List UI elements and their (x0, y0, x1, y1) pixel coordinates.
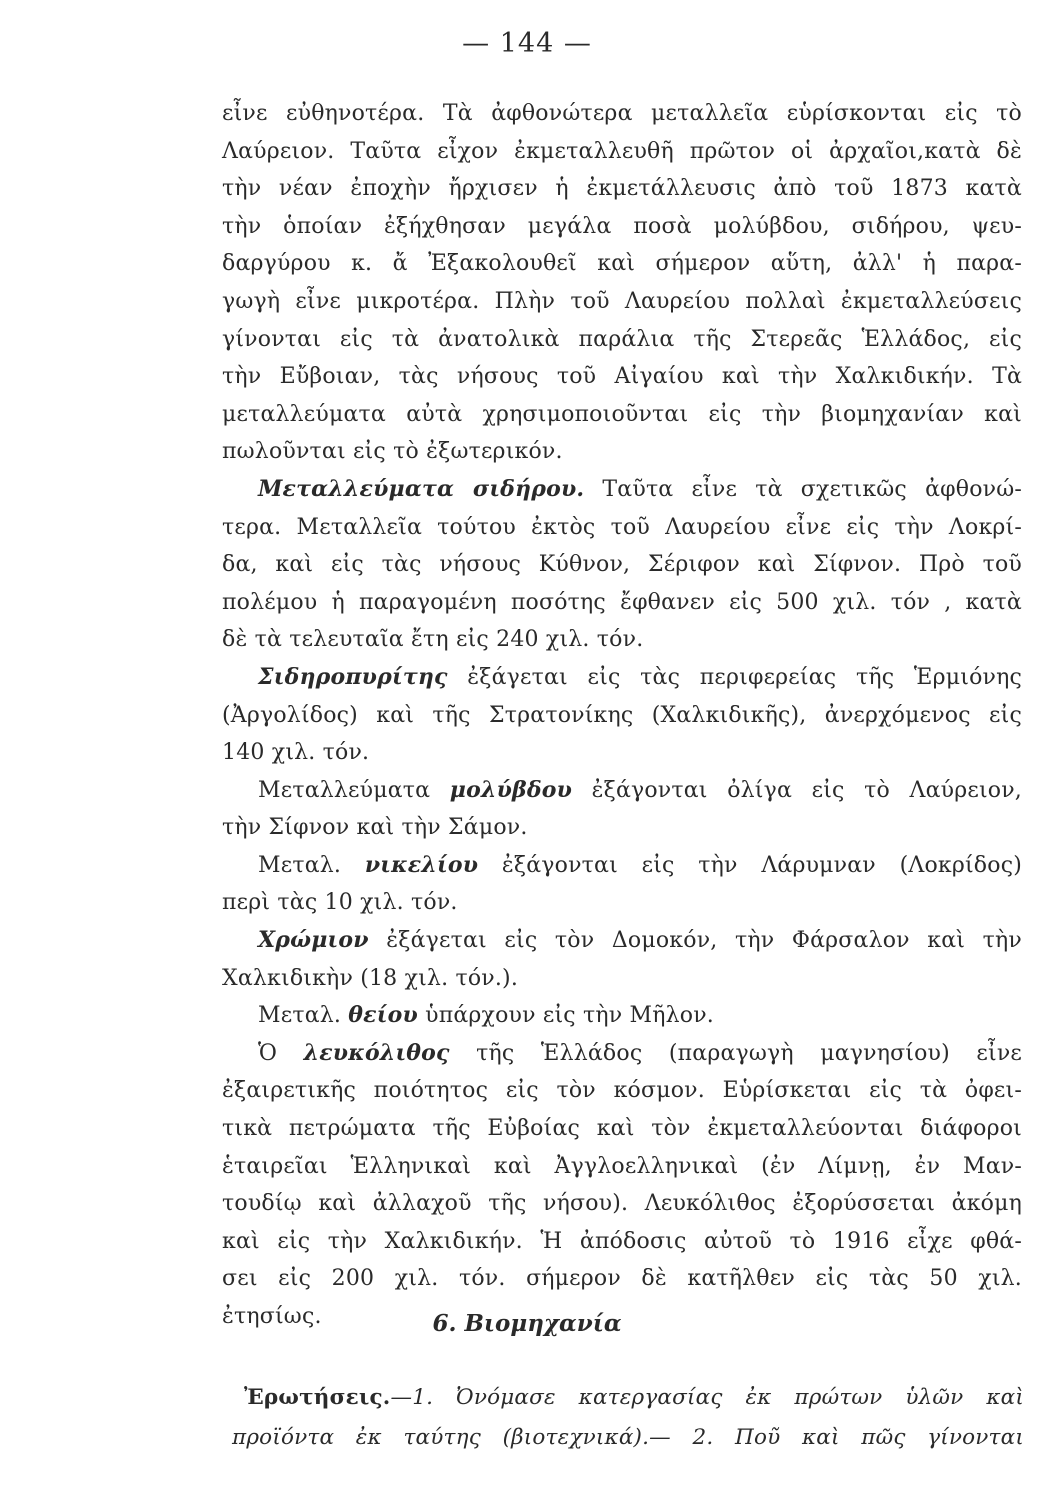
text-line (222, 922, 1022, 960)
text-line: τικὰ πετρώματα τῆς Εὐβοίας καὶ τὸν ἐκμεταλλεύονται διάφοροι (222, 1116, 1022, 1142)
text-line: τὴν ὁποίαν ἐξήχθησαν μεγάλα ποσὰ μολύβδου, σιδήρου, ψευ- (222, 213, 1022, 239)
text-span: ἐξάγεται εἰς τὰς περιφερείας τῆς Ἑρμιόνης (447, 664, 1022, 690)
term-nickel: νικελίου (364, 851, 479, 878)
term-sulfur: θείου (348, 1002, 418, 1029)
text-line: Χαλκιδικὴν (18 χιλ. τόν.). (222, 965, 519, 991)
text-line (222, 772, 1022, 810)
text-line: ἐξαιρετικῆς ποιότητος εἰς τὸν κόσμον. Εὑρίσκεται εἰς τὰ ὀφει- (222, 1078, 1022, 1104)
text-span: ἐξάγονται εἰς τὴν Λάρυμναν (Λοκρίδος) (478, 852, 1023, 878)
question-1: —1. Ὀνόμασε κατεργασίας ἐκ πρώτων ὑλῶν καὶ (390, 1385, 1024, 1410)
text-span: ὑπάρχουν εἰς τὴν Μῆλον. (417, 1003, 714, 1029)
term-magnesite: λευκόλιθος (303, 1039, 450, 1066)
text-line: τὴν Εὔβοιαν, τὰς νήσους τοῦ Αἰγαίου καὶ τὴν Χαλκιδικήν. Τὰ (222, 364, 1022, 390)
term-lead: μολύβδου (449, 776, 573, 803)
text-span: ἐξάγονται ὀλίγα εἰς τὸ Λαύρειον, (572, 777, 1022, 803)
text-line: ἑταιρεῖαι Ἑλληνικαὶ καὶ Ἀγγλοελληνικαὶ (ἐν Λίμνῃ, ἐν Μαν- (222, 1153, 1022, 1179)
question-2: προϊόντα ἐκ ταύτης (βιοτεχνικά).— 2. Ποῦ καὶ πῶς γίνονται (232, 1425, 1024, 1450)
questions-label: Ἐρωτήσεις. (244, 1385, 391, 1410)
text-line: τουδίῳ καὶ ἀλλαχοῦ τῆς νήσου). Λευκόλιθος ἐξορύσσεται ἀκόμη (222, 1191, 1022, 1217)
text-line (222, 659, 1022, 697)
text-span: Μεταλ. (258, 852, 365, 878)
text-line: Λαύρειον. Ταῦτα εἶχον ἐκμεταλλευθῆ πρῶτον οἱ ἀρχαῖοι,κατὰ δὲ (222, 138, 1022, 164)
text-line: πολέμου ἡ παραγομένη ποσότης ἔφθανεν εἰς 500 χιλ. τόν , κατὰ (222, 589, 1022, 615)
term-chromium: Χρώμιον (258, 927, 369, 954)
text-span: Μεταλ. (258, 1003, 349, 1029)
text-line: περὶ τὰς 10 χιλ. τόν. (222, 890, 458, 916)
text-line (222, 1035, 1022, 1073)
text-line: τερα. Μεταλλεῖα τούτου ἐκτὸς τοῦ Λαυρείου εἶνε εἰς τὴν Λοκρί- (222, 514, 1022, 540)
text-line: πωλοῦνται εἰς τὸ ἐξωτερικόν. (222, 439, 563, 465)
questions-block (232, 1378, 1024, 1458)
text-span: Μεταλλεύματα (258, 777, 450, 803)
text-line: γωγὴ εἶνε μικροτέρα. Πλὴν τοῦ Λαυρείου πολλαὶ ἐκμεταλλεύσεις (222, 288, 1022, 314)
section-heading: 6. Βιομηχανία (432, 1310, 622, 1337)
text-span: τῆς Ἑλλάδος (παραγωγὴ μαγνησίου) εἶνε (449, 1040, 1022, 1066)
text-line: μεταλλεύματα αὐτὰ χρησιμοποιοῦνται εἰς τὴν βιομηχανίαν καὶ (222, 401, 1022, 427)
text-line: δὲ τὰ τελευταῖα ἔτη εἰς 240 χιλ. τόν. (222, 627, 644, 653)
main-text (222, 95, 1022, 1336)
text-span: ἐξάγεται εἰς τὸν Δομοκόν, τὴν Φάρσαλον καὶ τὴν (368, 928, 1022, 954)
text-line: δαργύρου κ. ἄ Ἐξακολουθεῖ καὶ σήμερον αὕτη, ἀλλ' ἡ παρα- (222, 251, 1022, 277)
text-line: ἐτησίως. (222, 1304, 322, 1329)
text-line: τὴν νέαν ἐποχὴν ἤρχισεν ἡ ἐκμετάλλευσις ἀπὸ τοῦ 1873 κατὰ (222, 176, 1022, 202)
term-pyrite: Σιδηροπυρίτης (258, 663, 448, 690)
questions-line (244, 1378, 1024, 1418)
text-line: 140 χιλ. τόν. (222, 740, 370, 766)
text-span: Ὁ (258, 1040, 304, 1066)
text-line: γίνονται εἰς τὰ ἀνατολικὰ παράλια τῆς Στερεᾶς Ἑλλάδος, εἰς (222, 326, 1022, 352)
text-line: εἶνε εὐθηνοτέρα. Τὰ ἀφθονώτερα μεταλλεῖα εὑρίσκονται εἰς τὸ (222, 101, 1022, 126)
page-number: — 144 — (462, 28, 592, 59)
text-line: τὴν Σίφνον καὶ τὴν Σάμον. (222, 815, 528, 841)
text-line: (Ἀργολίδος) καὶ τῆς Στρατονίκης (Χαλκιδικῆς), ἀνερχόμενος εἰς (222, 702, 1022, 728)
text-line (222, 471, 1022, 509)
text-line: σει εἰς 200 χιλ. τόν. σήμερον δὲ κατῆλθεν εἰς τὰς 50 χιλ. (222, 1266, 1022, 1292)
text-line (222, 847, 1022, 885)
text-line: δα, καὶ εἰς τὰς νήσους Κύθνον, Σέριφον καὶ Σίφνον. Πρὸ τοῦ (222, 552, 1022, 578)
text-line (222, 997, 1022, 1035)
text-span: Ταῦτα εἶνε τὰ σχετικῶς ἀφθονώ- (584, 476, 1022, 502)
term-iron-ore: Μεταλλεύματα σιδήρου. (258, 475, 585, 502)
text-line: καὶ εἰς τὴν Χαλκιδικήν. Ἡ ἀπόδοσις αὐτοῦ τὸ 1916 εἶχε φθά- (222, 1228, 1022, 1254)
